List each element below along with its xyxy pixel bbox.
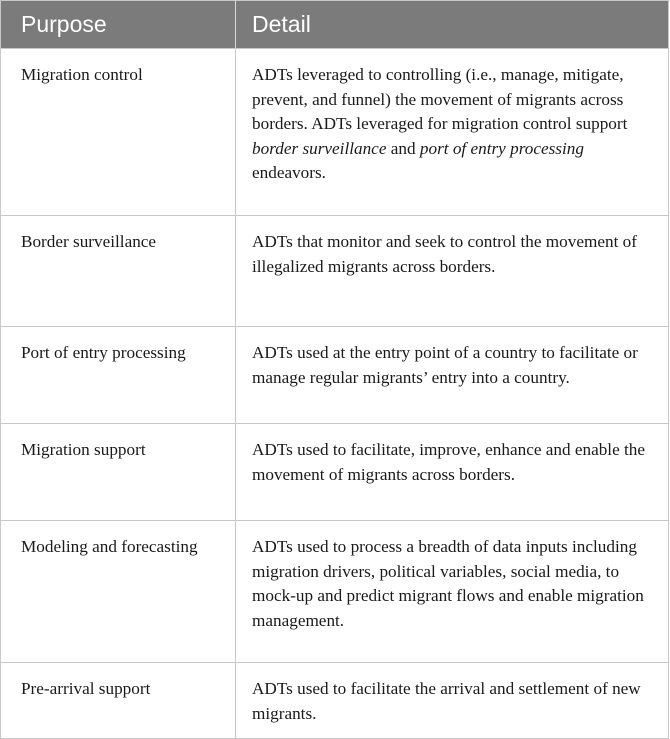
purpose-cell: Port of entry processing (1, 327, 236, 424)
detail-emphasis: port of entry processing (419, 138, 584, 158)
detail-cell: ADTs used to facilitate, improve, enhance and enable the movement of migrants across borders. (236, 424, 669, 521)
detail-emphasis: border surveillance (252, 138, 387, 158)
detail-text: endeavors. (252, 163, 326, 182)
purpose-cell: Border surveillance (1, 216, 236, 327)
table-row (1, 663, 669, 739)
detail-cell: ADTs used to process a breadth of data inputs including migration drivers, political variables, social media, to mock-up and predict migrant flows and enable migration management. (236, 521, 669, 663)
table-row (1, 216, 669, 327)
purpose-cell: Pre-arrival support (1, 663, 236, 739)
table-row (1, 49, 669, 216)
table-body (1, 49, 669, 739)
column-header-purpose: Purpose (1, 1, 236, 49)
table-row (1, 424, 669, 521)
table-header (1, 1, 669, 49)
purpose-cell: Migration control (1, 49, 236, 216)
purpose-cell: Modeling and forecasting (1, 521, 236, 663)
table-row (1, 521, 669, 663)
column-header-detail: Detail (236, 1, 669, 49)
detail-cell: ADTs used to facilitate the arrival and settlement of new migrants. (236, 663, 669, 739)
table-row (1, 327, 669, 424)
header-row (1, 1, 669, 49)
detail-text: ADTs leveraged to controlling (i.e., manage, mitigate, prevent, and funnel) the movement of migrants across borders. ADTs leveraged for migration control support (252, 65, 628, 133)
detail-cell: ADTs that monitor and seek to control the movement of illegalized migrants across borders. (236, 216, 669, 327)
detail-cell: ADTs used at the entry point of a country to facilitate or manage regular migrants’ entry into a country. (236, 327, 669, 424)
detail-text: and (386, 138, 420, 158)
purpose-cell: Migration support (1, 424, 236, 521)
detail-cell (236, 49, 669, 216)
